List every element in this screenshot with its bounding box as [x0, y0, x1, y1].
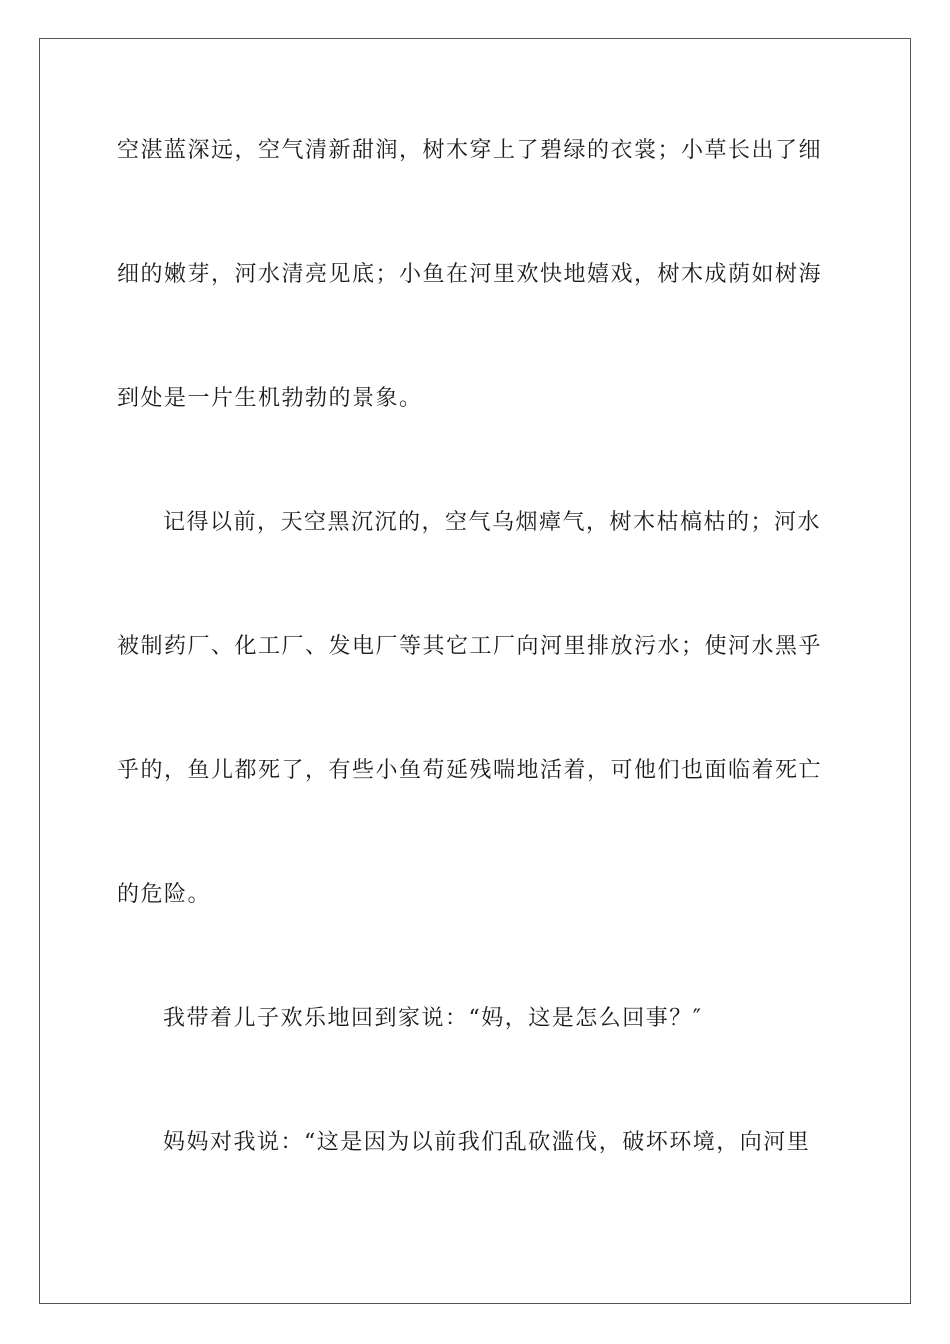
text-line-6: 乎的，鱼儿都死了，有些小鱼苟延残喘地活着，可他们也面临着死亡	[117, 758, 823, 783]
text-line-2: 细的嫩芽，河水清亮见底；小鱼在河里欢快地嬉戏，树木成荫如树海	[117, 262, 823, 287]
text-line-3: 到处是一片生机勃勃的景象。	[117, 386, 423, 411]
page-border	[39, 38, 911, 1304]
text-line-4: 记得以前，天空黑沉沉的，空气乌烟瘴气，树木枯槁枯的；河水	[163, 510, 822, 535]
text-line-1: 空湛蓝深远，空气清新甜润，树木穿上了碧绿的衣裳；小草长出了细	[117, 138, 823, 163]
text-line-9: 妈妈对我说：“这是因为以前我们乱砍滥伐，破坏环境，向河里	[163, 1130, 811, 1155]
text-line-5: 被制药厂、化工厂、发电厂等其它工厂向河里排放污水；使河水黑乎	[117, 634, 823, 659]
text-line-7: 的危险。	[117, 882, 212, 907]
text-line-8: 我带着儿子欢乐地回到家说：“妈，这是怎么回事？″	[163, 1006, 703, 1031]
